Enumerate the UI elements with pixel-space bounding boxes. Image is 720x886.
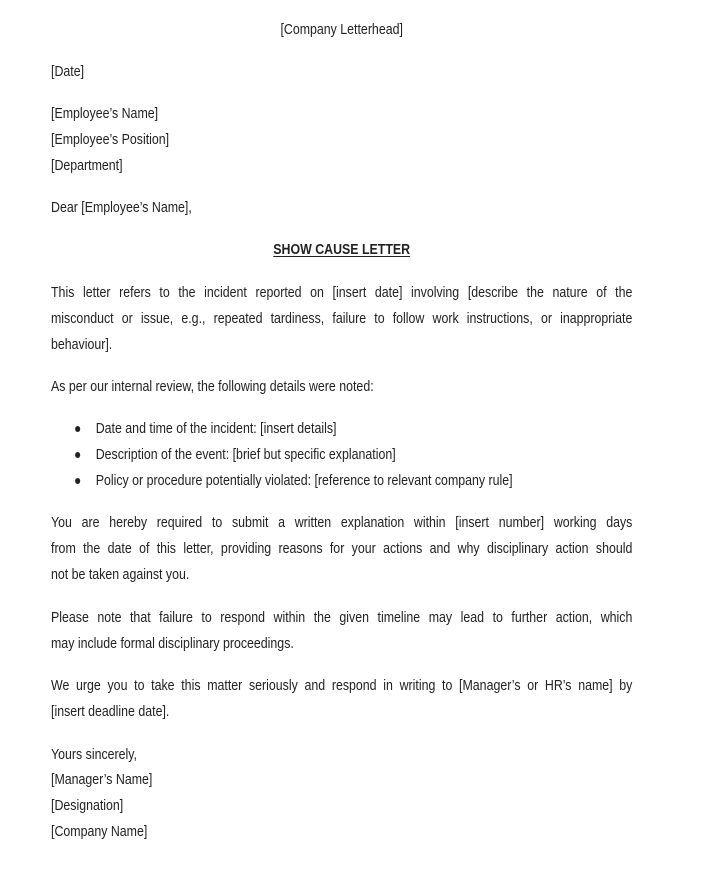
list-item-text: Date and time of the incident: [insert details]	[95, 421, 337, 437]
recipient-name: [Employee’s Name]	[51, 106, 159, 122]
paragraph-line: misconduct or issue, e.g., repeated tardiness, failure to follow work instructions, or inappropriate	[51, 311, 633, 327]
paragraph-line: not be taken against you.	[51, 567, 190, 583]
signature-company: [Company Name]	[51, 824, 148, 840]
paragraph-line: [insert deadline date].	[51, 704, 170, 720]
paragraph-line: behaviour].	[51, 337, 113, 353]
signature-designation: [Designation]	[51, 798, 124, 814]
paragraph-warning	[51, 605, 632, 657]
paragraph-line: Please note that failure to respond within the given timeline may lead to further action, which	[51, 610, 633, 626]
bullet-icon	[75, 452, 80, 458]
details-intro: As per our internal review, the following details were noted:	[51, 379, 374, 395]
company-letterhead: [Company Letterhead]	[280, 22, 403, 38]
list-item-text: Description of the event: [brief but specific explanation]	[95, 447, 396, 463]
paragraph-urge	[51, 673, 632, 725]
paragraph-line: You are hereby required to submit a written explanation within [insert number] working days	[51, 515, 633, 531]
letter-date: [Date]	[51, 64, 85, 80]
paragraph-line: This letter refers to the incident reported on [insert date] involving [describe the nature of the	[51, 285, 633, 301]
recipient-position: [Employee’s Position]	[51, 132, 170, 148]
paragraph-incident	[51, 280, 632, 358]
closing: Yours sincerely,	[51, 747, 137, 763]
paragraph-line: from the date of this letter, providing reasons for your actions and why disciplinary action should	[51, 541, 633, 557]
list-item-text: Policy or procedure potentially violated: [reference to relevant company rule]	[95, 473, 513, 489]
letter-subject: SHOW CAUSE LETTER	[273, 242, 411, 258]
paragraph-line: may include formal disciplinary proceedings.	[51, 636, 294, 652]
bullet-icon	[75, 426, 80, 432]
salutation: Dear [Employee’s Name],	[51, 200, 192, 216]
signature-name: [Manager’s Name]	[51, 772, 153, 788]
recipient-department: [Department]	[51, 158, 123, 174]
paragraph-requirement	[51, 510, 632, 588]
bullet-icon	[75, 478, 80, 484]
paragraph-line: We urge you to take this matter seriously and respond in writing to [Manager’s or HR’s name] by	[51, 678, 633, 694]
